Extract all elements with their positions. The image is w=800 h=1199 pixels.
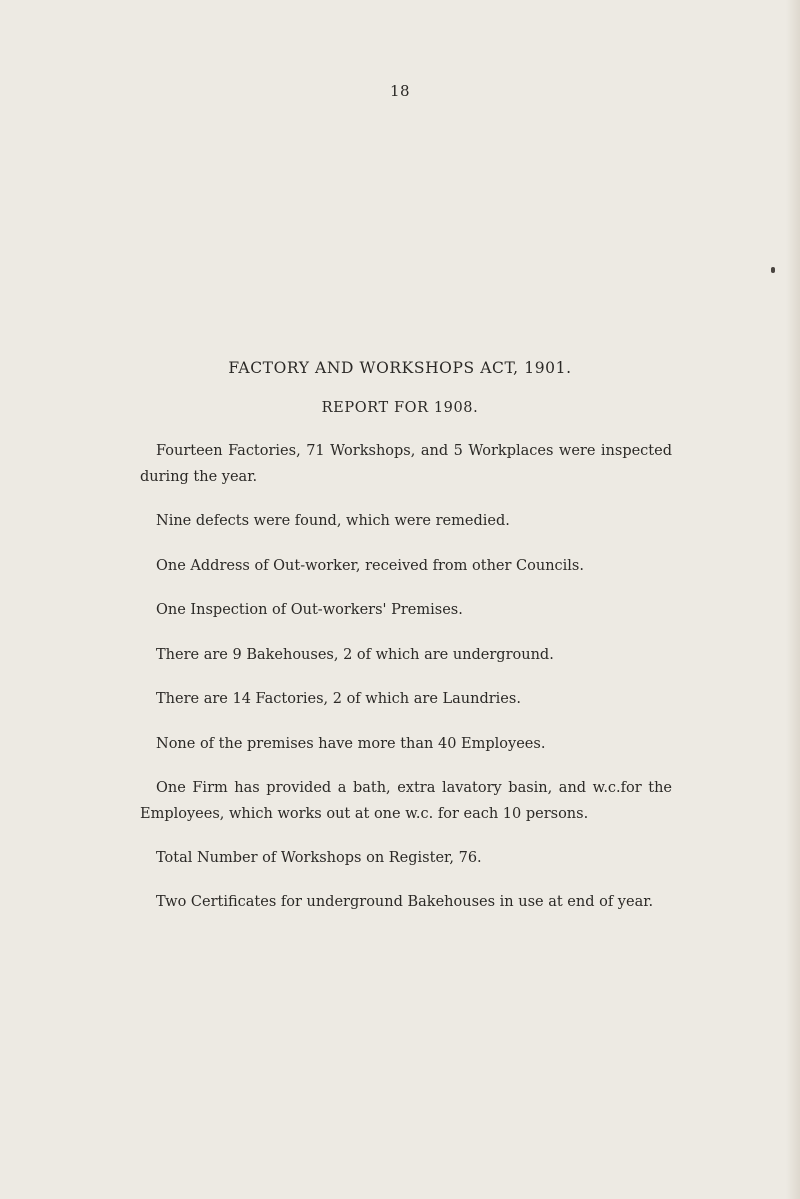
paragraph-employees: None of the premises have more than 40 Employees.: [156, 736, 546, 752]
paragraph-firm-provisions: One Firm has provided a bath, extra lavatory basin, and w.c.for the Employees, which works out at one w.c. for each 10 persons.: [140, 780, 672, 822]
paragraph-defects: Nine defects were found, which were remedied.: [156, 513, 510, 529]
paragraph-workshops-register: Total Number of Workshops on Register, 76.: [156, 850, 482, 866]
paragraph-bakehouses: There are 9 Bakehouses, 2 of which are underground.: [156, 647, 554, 663]
paragraph-inspections: Fourteen Factories, 71 Workshops, and 5 Workplaces were inspected during the year.: [140, 443, 672, 485]
ink-speck: [771, 267, 775, 273]
paragraph-outworker-address: One Address of Out-worker, received from other Councils.: [156, 558, 584, 574]
paragraph-factories: There are 14 Factories, 2 of which are Laundries.: [156, 691, 521, 707]
report-title: FACTORY AND WORKSHOPS ACT, 1901.: [228, 359, 572, 377]
report-subtitle: REPORT FOR 1908.: [321, 400, 479, 416]
page-edge-shadow: [786, 0, 800, 1199]
paragraph-certificates: Two Certificates for underground Bakehouses in use at end of year.: [156, 894, 654, 910]
page-number: 18: [389, 82, 411, 100]
paragraph-outworker-inspection: One Inspection of Out-workers' Premises.: [156, 602, 463, 618]
